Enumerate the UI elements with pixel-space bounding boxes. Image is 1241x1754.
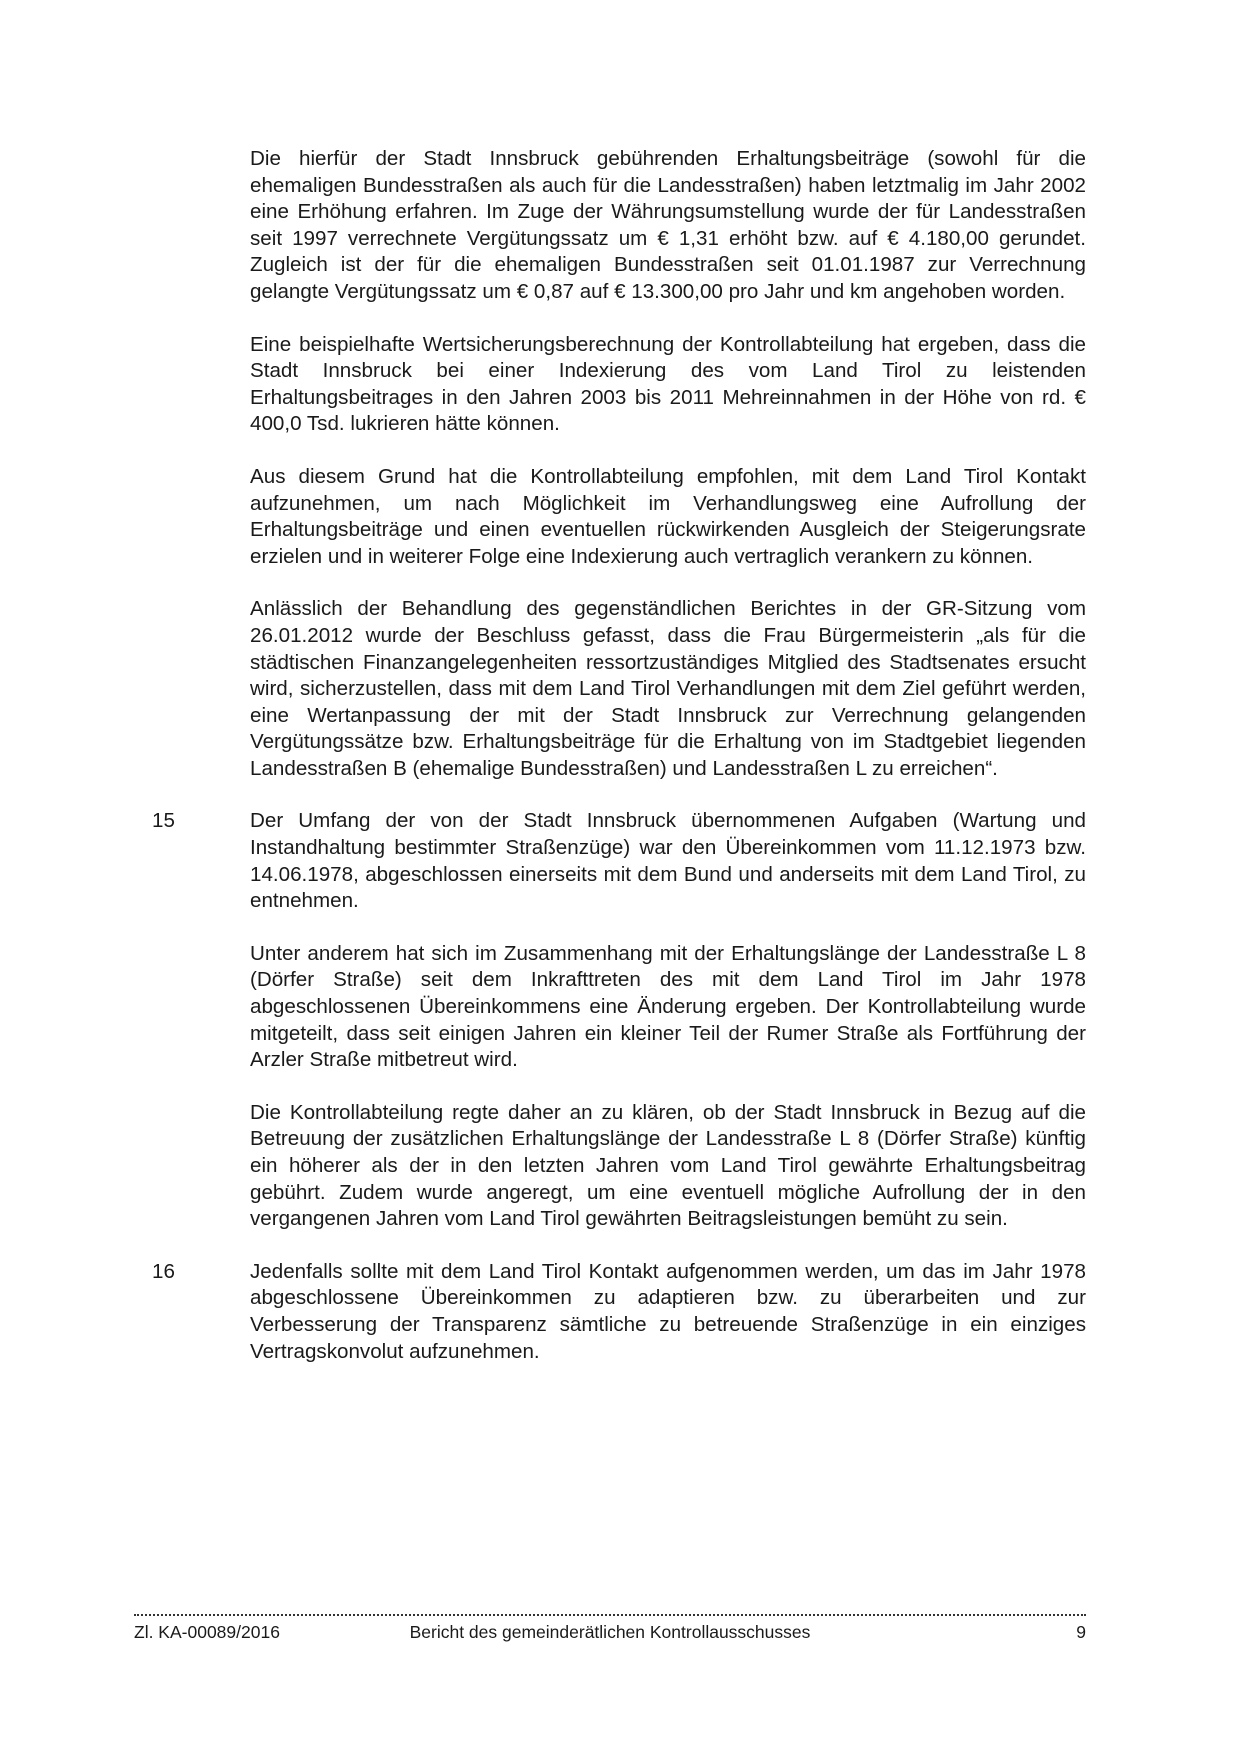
paragraph-text: Anlässlich der Behandlung des gegenständlichen Berichtes in der GR-Sitzung vom 26.01.2012 wurde der Beschluss gefasst, dass die Frau Bürgermeisterin „als für die städtischen Finanzangelegenheiten ressortzuständiges Mitglied des Stadtsenates ersucht wird, sicherzustellen, dass mit dem Land Tirol Verhandlungen mit dem Ziel geführt werden, eine Wertanpassung der mit der Stadt Innsbruck zur Verrechnung gelangenden Vergütungssätze bzw. Erhaltungsbeiträge für die Erhaltung von im Stadtgebiet liegenden Landesstraßen B (ehemalige Bundesstraßen) und Landesstraßen L zu erreichen“.	[250, 597, 1086, 780]
paragraph-4	[250, 596, 1086, 782]
footer-dotted-rule	[134, 1614, 1086, 1616]
paragraph-text: Unter anderem hat sich im Zusammenhang mit der Erhaltungslänge der Landesstraße L 8 (Dörfer Straße) seit dem Inkrafttreten des mit dem Land Tirol im Jahr 1978 abgeschlossenen Übereinkommens eine Änderung ergeben. Der Kontrollabteilung wurde mitgeteilt, dass seit einigen Jahren ein kleiner Teil der Rumer Straße als Fortführung der Arzler Straße mitbetreut wird.	[250, 941, 1086, 1072]
footer-title: Bericht des gemeinderätlichen Kontrollausschusses	[409, 1622, 811, 1642]
paragraph-15-c	[250, 1100, 1086, 1233]
paragraph-text: Aus diesem Grund hat die Kontrollabteilung empfohlen, mit dem Land Tirol Kontakt aufzunehmen, um nach Möglichkeit im Verhandlungsweg eine Aufrollung der Erhaltungsbeiträge und einen eventuellen rückwirkenden Ausgleich der Steigerungsrate erzielen und in weiterer Folge eine Indexierung auch vertraglich verankern zu können.	[250, 464, 1086, 568]
page-number: 9	[1076, 1622, 1086, 1642]
paragraph-number: 15	[152, 809, 175, 833]
paragraph-text: Jedenfalls sollte mit dem Land Tirol Kontakt aufgenommen werden, um das im Jahr 1978 abgeschlossene Übereinkommen zu adaptieren bzw. zu überarbeiten und zur Verbesserung der Transparenz sämtliche zu betreuende Straßenzüge in ein einziges Vertragskonvolut aufzunehmen.	[250, 1259, 1086, 1363]
page-body	[152, 146, 1086, 1391]
paragraph-text: Eine beispielhafte Wertsicherungsberechnung der Kontrollabteilung hat ergeben, dass die Stadt Innsbruck bei einer Indexierung des vom Land Tirol zu leistenden Erhaltungsbeitrages in den Jahren 2003 bis 2011 Mehreinnahmen in der Höhe von rd. € 400,0 Tsd. lukrieren hätte können.	[250, 332, 1086, 436]
paragraph-3	[250, 464, 1086, 570]
paragraph-text: Die Kontrollabteilung regte daher an zu klären, ob der Stadt Innsbruck in Bezug auf die Betreuung der zusätzlichen Erhaltungslänge der Landesstraße L 8 (Dörfer Straße) künftig ein höherer als der in den letzten Jahren vom Land Tirol gewährte Erhaltungsbeitrag gebührt. Zudem wurde angeregt, um eine eventuell mögliche Aufrollung der in den vergangenen Jahren vom Land Tirol gewährten Beitragsleistungen bemüht zu sein.	[250, 1100, 1086, 1231]
paragraph-number: 16	[152, 1259, 175, 1283]
footer-reference: Zl. KA-00089/2016	[134, 1622, 280, 1642]
paragraph-15-b	[250, 941, 1086, 1074]
paragraph-15	[152, 808, 1086, 914]
paragraph-2	[250, 332, 1086, 438]
paragraph-16	[152, 1259, 1086, 1365]
paragraph-text: Die hierfür der Stadt Innsbruck gebührenden Erhaltungsbeiträge (sowohl für die ehemaligen Bundesstraßen als auch für die Landesstraßen) haben letztmalig im Jahr 2002 eine Erhöhung erfahren. Im Zuge der Währungsumstellung wurde der für Landesstraßen seit 1997 verrechnete Vergütungssatz um € 1,31 erhöht bzw. auf € 4.180,00 gerundet. Zugleich ist der für die ehemaligen Bundesstraßen seit 01.01.1987 zur Verrechnung gelangte Vergütungssatz um € 0,87 auf € 13.300,00 pro Jahr und km angehoben worden.	[250, 147, 1086, 303]
paragraph-1	[250, 146, 1086, 306]
paragraph-text: Der Umfang der von der Stadt Innsbruck übernommenen Aufgaben (Wartung und Instandhaltung bestimmter Straßenzüge) war den Übereinkommen vom 11.12.1973 bzw. 14.06.1978, abgeschlossen einerseits mit dem Bund und anderseits mit dem Land Tirol, zu entnehmen.	[250, 809, 1086, 913]
